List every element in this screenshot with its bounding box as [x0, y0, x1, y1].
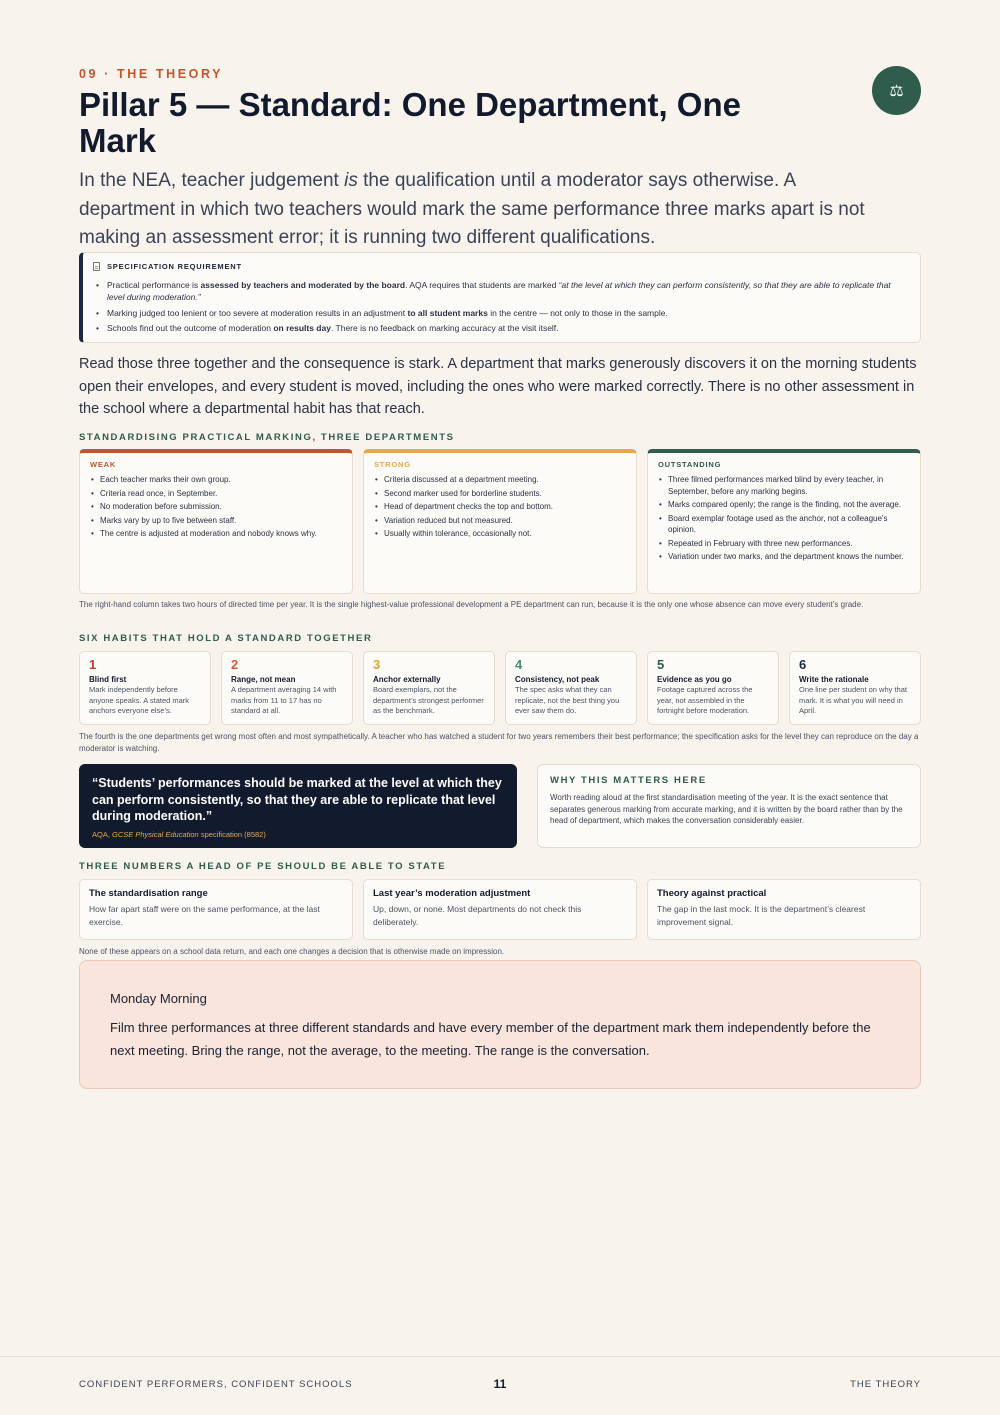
tier-title: WEAK	[90, 460, 117, 469]
quote-source-prefix: AQA,	[92, 829, 113, 839]
lede-emphasis: is	[344, 170, 358, 191]
quote-source-suffix: specification (8582)	[198, 829, 266, 839]
tier-list-item: • The centre is adjusted at moderation and nobody knows why.	[90, 528, 342, 540]
habit-number: 4	[515, 657, 523, 672]
page-title: Pillar 5 — Standard: One Department, One Mark	[79, 86, 741, 159]
footer-left: CONFIDENT PERFORMERS, CONFIDENT SCHOOLS	[79, 1379, 353, 1390]
spec-label: SPECIFICATION REQUIREMENT	[107, 262, 242, 271]
monday-title: Monday Morning	[110, 991, 207, 1006]
tier-list-item: • Variation reduced but not measured.	[374, 515, 626, 527]
section-kicker: 09 · THE THEORY	[79, 67, 224, 81]
habit-text: Footage captured across the year, not assembled in the fortnight before moderation.	[657, 685, 753, 715]
numbers-label: THREE NUMBERS A HEAD OF PE SHOULD BE ABLE TO STATE	[79, 861, 447, 872]
number-title: Theory against practical	[657, 888, 767, 899]
quote-source	[92, 830, 504, 839]
tier-card-strong	[363, 449, 637, 594]
tier-list-item: • Variation under two marks, and the department knows the number.	[658, 551, 910, 563]
tier-list-item: • Marks vary by up to five between staff.	[90, 515, 342, 527]
spec-text: Practical performance is	[107, 280, 201, 290]
habit-text: The spec asks what they can replicate, not the best thing you ever saw them do.	[515, 685, 620, 715]
tier-list-item: • No moderation before submission.	[90, 501, 342, 513]
habit-title: Anchor externally	[373, 675, 441, 684]
number-title: Last year’s moderation adjustment	[373, 888, 531, 899]
habit-text: Board exemplars, not the department’s strongest performer as the benchmark.	[373, 685, 484, 715]
number-text: The gap in the last mock. It is the department’s clearest improvement signal.	[657, 904, 866, 927]
spec-text: Marking judged too lenient or too severe at moderation results in an adjustment	[107, 307, 408, 318]
tier-list	[658, 474, 910, 563]
tier-title: STRONG	[374, 460, 411, 469]
spec-text: . There is no feedback on marking accuracy at the visit itself.	[330, 323, 559, 333]
monday-morning-box	[79, 960, 921, 1089]
why-text: Worth reading aloud at the first standardisation meeting of the year. It is the exact sentence that separates generous marking from accurate marking, and it is written by the board rather than by the head of department, which makes the conversation considerably easier.	[550, 793, 903, 825]
habit-card	[505, 651, 637, 725]
specification-box	[79, 252, 921, 343]
tier-list-item: • Criteria discussed at a department meeting.	[374, 474, 626, 486]
spec-text: Schools find out the outcome of moderation	[107, 323, 274, 333]
tier-list	[90, 474, 342, 540]
habit-title: Write the rationale	[799, 675, 869, 684]
tier-list-item: • Usually within tolerance, occasionally not.	[374, 528, 626, 540]
habit-card	[221, 651, 353, 725]
habit-text: A department averaging 14 with marks from 11 to 17 has no standard at all.	[231, 685, 337, 715]
departments-label: STANDARDISING PRACTICAL MARKING, THREE DEPARTMENTS	[79, 432, 455, 443]
pull-quote	[79, 764, 517, 848]
habit-title: Evidence as you go	[657, 675, 732, 684]
lede-paragraph	[79, 167, 889, 253]
number-card	[363, 879, 637, 940]
habit-number: 3	[373, 657, 381, 672]
spec-text: . AQA requires that students are marked	[405, 280, 559, 290]
departments-note: The right-hand column takes two hours of directed time per year. It is the single highest-value professional development a PE department can run, because it is the only one whose absence can move every student’s grade.	[79, 600, 864, 609]
spec-bold: assessed by teachers and moderated by the board	[200, 280, 406, 290]
habit-number: 5	[657, 657, 665, 672]
habit-text: One line per student on why that mark. It is what you will need in April.	[799, 685, 907, 715]
tier-list-item: • Three filmed performances marked blind by every teacher, in September, before any marking begins.	[658, 474, 910, 497]
spec-quote: “at the level at which they can perform consistently, so that they are able to replicate that level during moderation.”	[107, 280, 891, 302]
number-text: How far apart staff were on the same performance, at the last exercise.	[89, 904, 320, 927]
page-number: 11	[493, 1377, 507, 1391]
tier-title: OUTSTANDING	[658, 460, 722, 469]
habit-card	[363, 651, 495, 725]
tier-list-item: • Each teacher marks their own group.	[90, 474, 342, 486]
spec-bold: to all student marks	[407, 307, 488, 318]
tier-list	[374, 474, 626, 540]
quote-source-title: GCSE Physical Education	[112, 829, 199, 839]
spec-bold: on results day	[273, 323, 331, 333]
tier-card-outstanding	[647, 449, 921, 594]
lede-part-1: In the NEA, teacher judgement	[79, 170, 345, 191]
why-box	[537, 764, 921, 848]
habit-number: 6	[799, 657, 807, 672]
habit-title: Range, not mean	[231, 675, 296, 684]
tier-list-item: • Criteria read once, in September.	[90, 488, 342, 500]
footer-right: THE THEORY	[850, 1379, 921, 1390]
lede-part-3: the qualification until a moderator says otherwise. A department in which two teachers would mark the same performance three marks apart is not making an assessment error; it is running two different qualifications.	[79, 170, 865, 248]
tier-list-item: • Board exemplar footage used as the anchor, not a colleague’s opinion.	[658, 513, 910, 536]
habit-card	[647, 651, 779, 725]
habit-title: Consistency, not peak	[515, 675, 600, 684]
monday-text: Film three performances at three different standards and have every member of the department mark them independently before the next meeting. Bring the range, not the average, to the meeting. The range is the conversation.	[110, 1020, 871, 1058]
habit-text: Mark independently before anyone speaks. A stated mark anchors everyone else’s.	[89, 685, 190, 715]
tier-list-item: • Marks compared openly; the range is the finding, not the average.	[658, 499, 910, 511]
scales-icon: ⚖	[872, 66, 921, 115]
habit-card	[789, 651, 921, 725]
habit-title: Blind first	[89, 675, 127, 684]
spec-item	[93, 279, 908, 303]
spec-text: in the centre — not only to those in the sample.	[487, 307, 668, 318]
document-icon	[93, 262, 100, 271]
spec-item	[93, 307, 908, 319]
spec-item	[93, 322, 908, 334]
habit-card	[79, 651, 211, 725]
tier-card-weak	[79, 449, 353, 594]
numbers-note: None of these appears on a school data return, and each one changes a decision that is otherwise made on impression.	[79, 947, 505, 956]
number-title: The standardisation range	[89, 888, 208, 899]
habits-note: The fourth is the one departments get wrong most often and most sympathetically. A teacher who has watched a student for two years remembers their best performance; the specification asks for the level they can reproduce on the day a moderator is watching.	[79, 732, 919, 753]
tier-list-item: • Repeated in February with three new performances.	[658, 538, 910, 550]
number-card	[647, 879, 921, 940]
number-card	[79, 879, 353, 940]
habit-number: 2	[231, 657, 239, 672]
footer-divider	[0, 1356, 1000, 1357]
why-title: WHY THIS MATTERS HERE	[550, 775, 707, 786]
tier-list-item: • Second marker used for borderline students.	[374, 488, 626, 500]
quote-text: “Students’ performances should be marked at the level at which they can perform consistently, so that they are able to replicate that level during moderation.”	[92, 776, 502, 823]
number-text: Up, down, or none. Most departments do not check this deliberately.	[373, 904, 582, 927]
habit-number: 1	[89, 657, 97, 672]
habits-label: SIX HABITS THAT HOLD A STANDARD TOGETHER	[79, 633, 373, 644]
tier-list-item: • Head of department checks the top and bottom.	[374, 501, 626, 513]
body-paragraph: Read those three together and the consequence is stark. A department that marks generously discovers it on the morning students open their envelopes, and every student is moved, including the ones who were marked correctly. There is no other assessment in the school where a departmental habit has that reach.	[79, 356, 917, 417]
